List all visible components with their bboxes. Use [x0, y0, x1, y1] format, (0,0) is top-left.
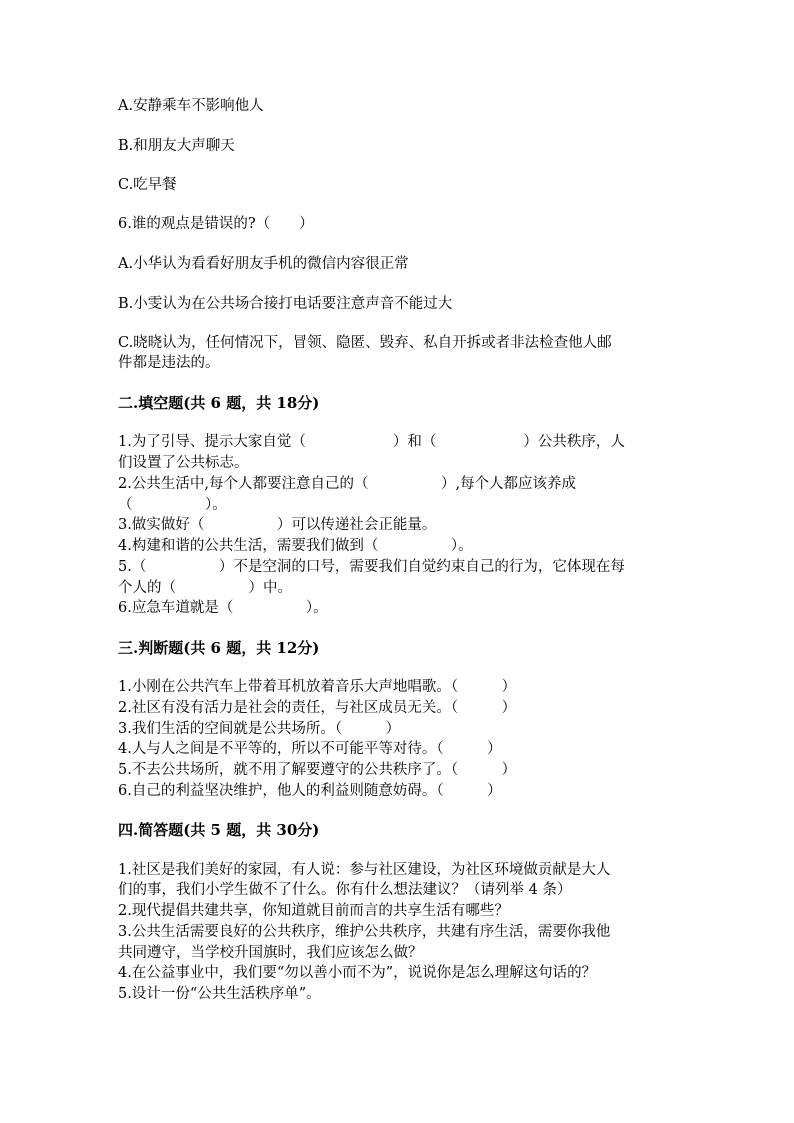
q5-option-b: B.和朋友大声聊天 — [118, 138, 235, 154]
s4-line-4: 3.公共生活需要良好的公共秩序，维护公共秩序，共建有序生活，需要你我他 — [118, 924, 611, 940]
s2-line-4: （ ）。 — [118, 497, 227, 513]
q6-option-a: A.小华认为看看好朋友手机的微信内容很正常 — [118, 256, 409, 272]
s4-line-7: 5.设计一份“公共生活秩序单”。 — [118, 986, 321, 1002]
s2-line-1: 1.为了引导、提示大家自觉（ ）和（ ）公共秩序，人 — [118, 434, 625, 450]
section4-title: 四.简答题(共 5 题，共 30分) — [118, 821, 320, 839]
q6-stem: 6.谁的观点是错误的?（ ） — [118, 216, 314, 232]
s2-line-7: 5.（ ）不是空洞的口号，需要我们自觉约束自己的行为，它体现在每 — [118, 559, 625, 575]
s4-line-5: 共同遵守，当学校升国旗时，我们应该怎么做？ — [118, 945, 423, 961]
q6-option-c-cont: 件都是违法的。 — [118, 355, 220, 371]
q5-option-a: A.安静乘车不影响他人 — [118, 98, 264, 114]
s3-line-1: 1.小刚在公共汽车上带着耳机放着音乐大声地唱歌。（ ） — [118, 679, 517, 695]
s3-line-6: 6.自己的利益坚决维护，他人的利益则随意妨碍。（ ） — [118, 783, 502, 799]
s4-line-1: 1.社区是我们美好的家园，有人说：参与社区建设，为社区环境做贡献是大人 — [118, 862, 611, 878]
s3-line-3: 3.我们生活的空间就是公共场所。（ ） — [118, 721, 401, 737]
section2-title: 二.填空题(共 6 题，共 18分) — [118, 394, 320, 412]
s2-line-2: 们设置了公共标志。 — [118, 455, 249, 471]
s2-line-3: 2.公共生活中,每个人都要注意自己的（ ）,每个人都应该养成 — [118, 476, 577, 492]
s2-line-8: 个人的（ ）中。 — [118, 580, 292, 596]
s3-line-5: 5.不去公共场所，就不用了解要遵守的公共秩序了。（ ） — [118, 762, 517, 778]
q6-option-c: C.晓晓认为，任何情况下，冒领、隐匿、毁弃、私自开拆或者非法检查他人邮 — [118, 335, 612, 351]
s4-line-3: 2.现代提倡共建共享，你知道就目前而言的共享生活有哪些？ — [118, 903, 509, 919]
s2-line-6: 4.构建和谐的公共生活，需要我们做到（ ）。 — [118, 538, 473, 554]
s3-line-2: 2.社区有没有活力是社会的责任，与社区成员无关。（ ） — [118, 700, 517, 716]
q6-option-b: B.小雯认为在公共场合接打电话要注意声音不能过大 — [118, 296, 453, 312]
s4-line-2: 们的事，我们小学生做不了什么。你有什么想法建议？（请列举 4 条） — [118, 882, 572, 898]
q5-option-c: C.吃早餐 — [118, 177, 177, 193]
section3-title: 三.判断题(共 6 题，共 12分) — [118, 639, 320, 657]
s4-line-6: 4.在公益事业中，我们要“勿以善小而不为”，说说你是怎么理解这句话的？ — [118, 965, 597, 981]
s3-line-4: 4.人与人之间是不平等的，所以不可能平等对待。（ ） — [118, 741, 502, 757]
s2-line-5: 3.做实做好（ ）可以传递社会正能量。 — [118, 517, 437, 533]
s2-line-9: 6.应急车道就是（ ）。 — [118, 600, 328, 616]
